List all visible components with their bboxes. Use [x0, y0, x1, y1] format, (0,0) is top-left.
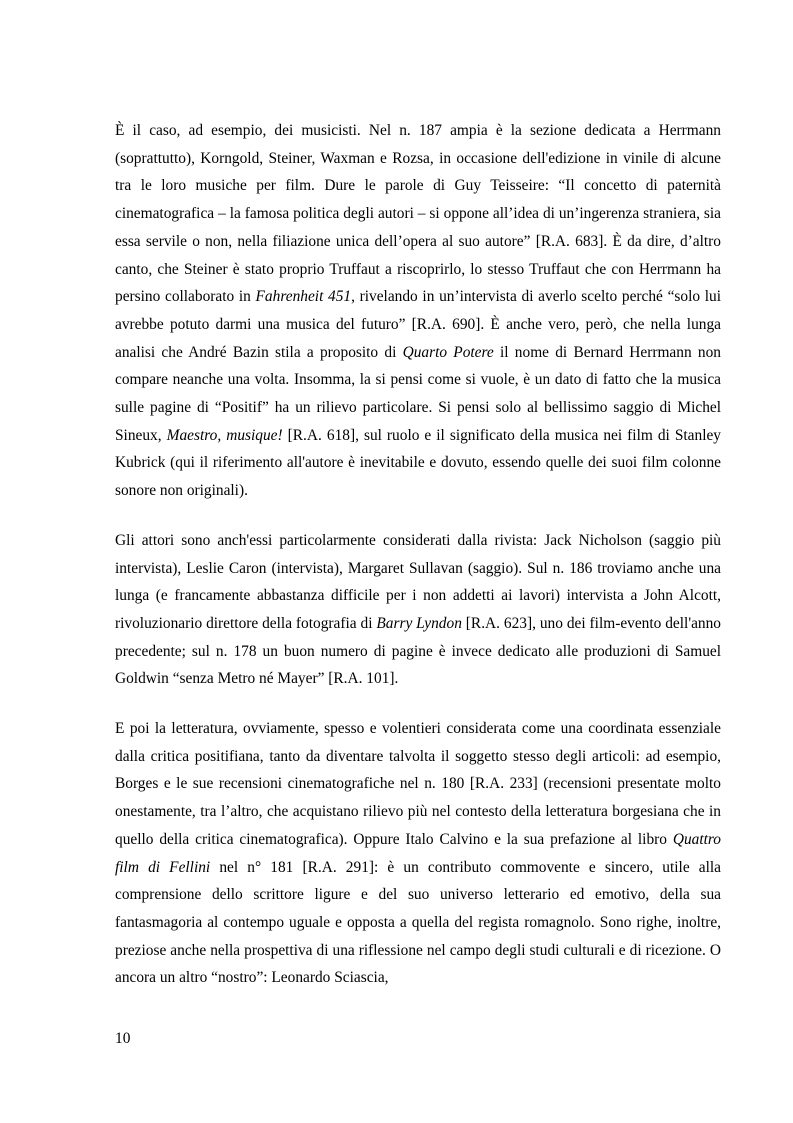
text-run: Gli attori sono anch'essi particolarmente considerati dalla rivista: Jack Nicholson (saggio più intervista), Leslie Caron (intervista), Margaret Sullavan (saggio). Sul n. 186 troviamo anche una lunga (e francamente abbastanza difficile per i non addetti ai lavori) intervista a John Alcott, rivoluzionario direttore della fotografia di: [115, 531, 721, 632]
text-run: È il caso, ad esempio, dei musicisti. Nel n. 187 ampia è la sezione dedicata a Herrmann (soprattutto), Korngold, Steiner, Waxman e Rozsa, in occasione dell'edizione in vinile di alcune tra le loro musiche per film. Dure le parole di Guy Teisseire: “Il concetto di paternità cinematografica – la famosa politica degli autori – si oppone all’idea di un’ingerenza straniera, sia essa servile o non, nella filiazione unica dell’opera al suo autore” [R.A. 683]. È da dire, d’altro canto, che Steiner è stato proprio Truffaut a riscoprirlo, lo stesso Truffaut che con Herrmann ha persino collaborato in: [115, 122, 721, 306]
text-run: E poi la letteratura, ovviamente, spesso e volentieri considerata come una coordinata essenziale dalla critica positifiana, tanto da diventare talvolta il soggetto stesso degli articoli: ad esempio, Borges e le sue recensioni cinematografiche nel n. 180 [R.A. 233] (recensioni presentate molto onestamente, tra l’altro, che acquistano rilievo più nel contesto della letteratura borgesiana che in quello della critica cinematografica). Oppure Italo Calvino e la sua prefazione al libro: [115, 720, 721, 848]
text-run: nel n° 181 [R.A. 291]: è un contributo commovente e sincero, utile alla comprensione dello scrittore ligure e del suo universo letterario ed emotivo, della sua fantasmagoria al contempo uguale e opposta a quella del regista romagnolo. Sono righe, inoltre, preziose anche nella prospettiva di una riflessione nel campo degli studi culturali e di ricezione. O ancora un altro “nostro”: Leonardo Sciascia,: [115, 858, 721, 987]
essay-title-maestro-musique: Maestro, musique!: [166, 426, 283, 444]
page-number: 10: [115, 1030, 131, 1047]
book-title-quattro-film-di-fellini: Quattro film di Fellini: [115, 830, 721, 876]
paragraph-musicians: [115, 117, 721, 505]
text-run: [R.A. 623], uno dei film-evento dell'anno precedente; sul n. 178 un buon numero di pagine è invece dedicato alle produzioni di Samuel Goldwin “senza Metro né Mayer” [R.A. 101].: [115, 614, 722, 688]
film-title-barry-lyndon: Barry Lyndon: [376, 614, 462, 632]
paragraph-actors: [115, 527, 721, 693]
page-body: [115, 117, 721, 992]
text-run: [R.A. 618], sul ruolo e il significato della musica nei film di Stanley Kubrick (qui il riferimento all'autore è inevitabile e dovuto, essendo quelle dei suoi film colonne sonore non originali).: [115, 426, 722, 500]
text-run: il nome di Bernard Herrmann non compare neanche una volta. Insomma, la si pensi come si vuole, è un dato di fatto che la musica sulle pagine di “Positif” ha un rilievo particolare. Si pensi solo al bellissimo saggio di Michel Sineux,: [115, 343, 721, 444]
paragraph-literature: [115, 715, 721, 992]
text-run: , rivelando in un’intervista di averlo scelto perché “solo lui avrebbe potuto darmi una musica del futuro” [R.A. 690]. È anche vero, però, che nella lunga analisi che André Bazin stila a proposito di: [115, 288, 721, 361]
film-title-quarto-potere: Quarto Potere: [402, 343, 494, 361]
film-title-fahrenheit-451: Fahrenheit 451: [255, 288, 352, 306]
